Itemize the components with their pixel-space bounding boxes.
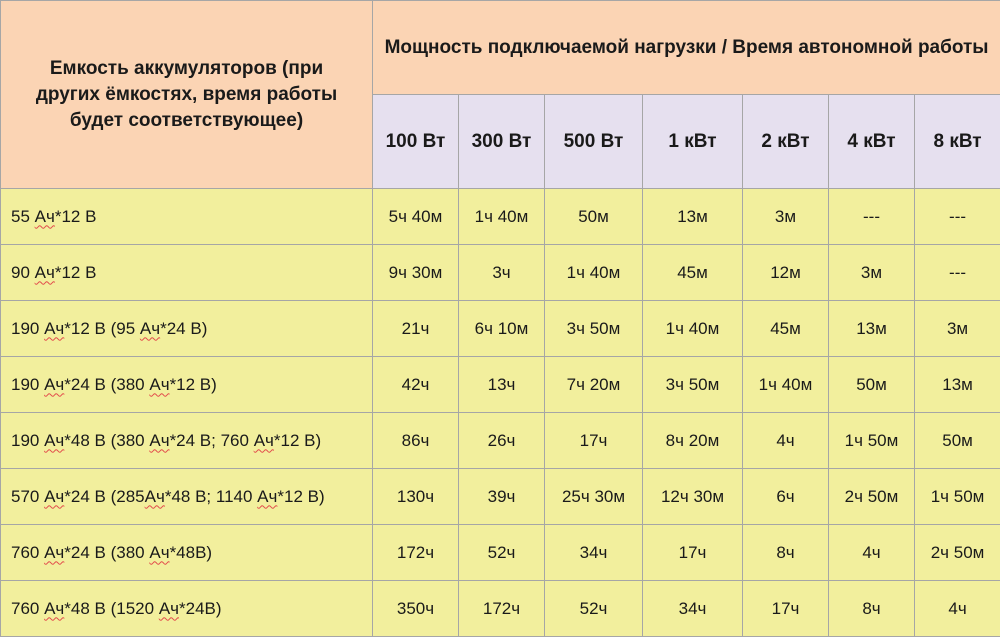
column-header: 8 кВт (915, 95, 1000, 189)
runtime-cell: 1ч 50м (829, 413, 915, 469)
runtime-cell: 1ч 40м (545, 245, 643, 301)
column-header: 100 Вт (373, 95, 459, 189)
capacity-cell: 190 Ач*12 В (95 Ач*24 В) (1, 301, 373, 357)
runtime-cell: 8ч (829, 581, 915, 637)
capacity-cell: 190 Ач*48 В (380 Ач*24 В; 760 Ач*12 В) (1, 413, 373, 469)
runtime-cell: 52ч (545, 581, 643, 637)
runtime-cell: 25ч 30м (545, 469, 643, 525)
runtime-cell: 1ч 50м (915, 469, 1000, 525)
capacity-cell: 570 Ач*24 В (285Ач*48 В; 1140 Ач*12 В) (1, 469, 373, 525)
runtime-cell: 50м (915, 413, 1000, 469)
capacity-cell: 55 Ач*12 В (1, 189, 373, 245)
table-body (1, 189, 1000, 637)
runtime-cell: 13м (915, 357, 1000, 413)
runtime-cell: 8ч 20м (643, 413, 743, 469)
runtime-cell: 17ч (545, 413, 643, 469)
table-row (1, 245, 1000, 301)
runtime-cell: 2ч 50м (915, 525, 1000, 581)
runtime-cell: 50м (545, 189, 643, 245)
runtime-cell: 12м (743, 245, 829, 301)
runtime-cell: --- (829, 189, 915, 245)
runtime-cell: 17ч (743, 581, 829, 637)
capacity-cell: 760 Ач*48 В (1520 Ач*24В) (1, 581, 373, 637)
runtime-cell: 6ч 10м (459, 301, 545, 357)
runtime-cell: 7ч 20м (545, 357, 643, 413)
runtime-cell: 39ч (459, 469, 545, 525)
runtime-cell: 34ч (545, 525, 643, 581)
runtime-cell: 3ч 50м (545, 301, 643, 357)
runtime-cell: 45м (743, 301, 829, 357)
runtime-cell: 45м (643, 245, 743, 301)
table-row (1, 357, 1000, 413)
table-row (1, 469, 1000, 525)
runtime-cell: 1ч 40м (459, 189, 545, 245)
runtime-cell: 8ч (743, 525, 829, 581)
runtime-cell: 12ч 30м (643, 469, 743, 525)
runtime-cell: 17ч (643, 525, 743, 581)
runtime-cell: 26ч (459, 413, 545, 469)
runtime-cell: 4ч (743, 413, 829, 469)
load-group-header: Мощность подключаемой нагрузки / Время автономной работы (373, 1, 1000, 95)
runtime-cell: 34ч (643, 581, 743, 637)
runtime-cell: 3м (829, 245, 915, 301)
table-row (1, 525, 1000, 581)
runtime-cell: --- (915, 189, 1000, 245)
runtime-cell: 172ч (459, 581, 545, 637)
column-header: 500 Вт (545, 95, 643, 189)
capacity-cell: 190 Ач*24 В (380 Ач*12 В) (1, 357, 373, 413)
table-row (1, 413, 1000, 469)
runtime-cell: 130ч (373, 469, 459, 525)
table-row (1, 581, 1000, 637)
runtime-cell: 13м (829, 301, 915, 357)
runtime-cell: 3ч 50м (643, 357, 743, 413)
runtime-cell: 50м (829, 357, 915, 413)
column-header: 2 кВт (743, 95, 829, 189)
runtime-cell: 4ч (915, 581, 1000, 637)
capacity-column-header: Емкость аккумуляторов (при других ёмкостях, время работы будет соответствующее) (1, 1, 373, 189)
table-row (1, 301, 1000, 357)
runtime-cell: 172ч (373, 525, 459, 581)
runtime-cell: 3м (915, 301, 1000, 357)
runtime-cell: 1ч 40м (743, 357, 829, 413)
column-header: 4 кВт (829, 95, 915, 189)
column-header: 300 Вт (459, 95, 545, 189)
runtime-cell: 52ч (459, 525, 545, 581)
runtime-cell: 13ч (459, 357, 545, 413)
runtime-cell: 3ч (459, 245, 545, 301)
capacity-cell: 760 Ач*24 В (380 Ач*48В) (1, 525, 373, 581)
table-row (1, 189, 1000, 245)
header-row-top (1, 1, 1000, 95)
runtime-cell: 3м (743, 189, 829, 245)
runtime-cell: 86ч (373, 413, 459, 469)
runtime-cell: --- (915, 245, 1000, 301)
runtime-cell: 2ч 50м (829, 469, 915, 525)
runtime-cell: 5ч 40м (373, 189, 459, 245)
runtime-cell: 4ч (829, 525, 915, 581)
runtime-cell: 21ч (373, 301, 459, 357)
column-header: 1 кВт (643, 95, 743, 189)
runtime-cell: 6ч (743, 469, 829, 525)
runtime-cell: 42ч (373, 357, 459, 413)
runtime-cell: 1ч 40м (643, 301, 743, 357)
runtime-cell: 9ч 30м (373, 245, 459, 301)
runtime-cell: 13м (643, 189, 743, 245)
capacity-cell: 90 Ач*12 В (1, 245, 373, 301)
runtime-cell: 350ч (373, 581, 459, 637)
